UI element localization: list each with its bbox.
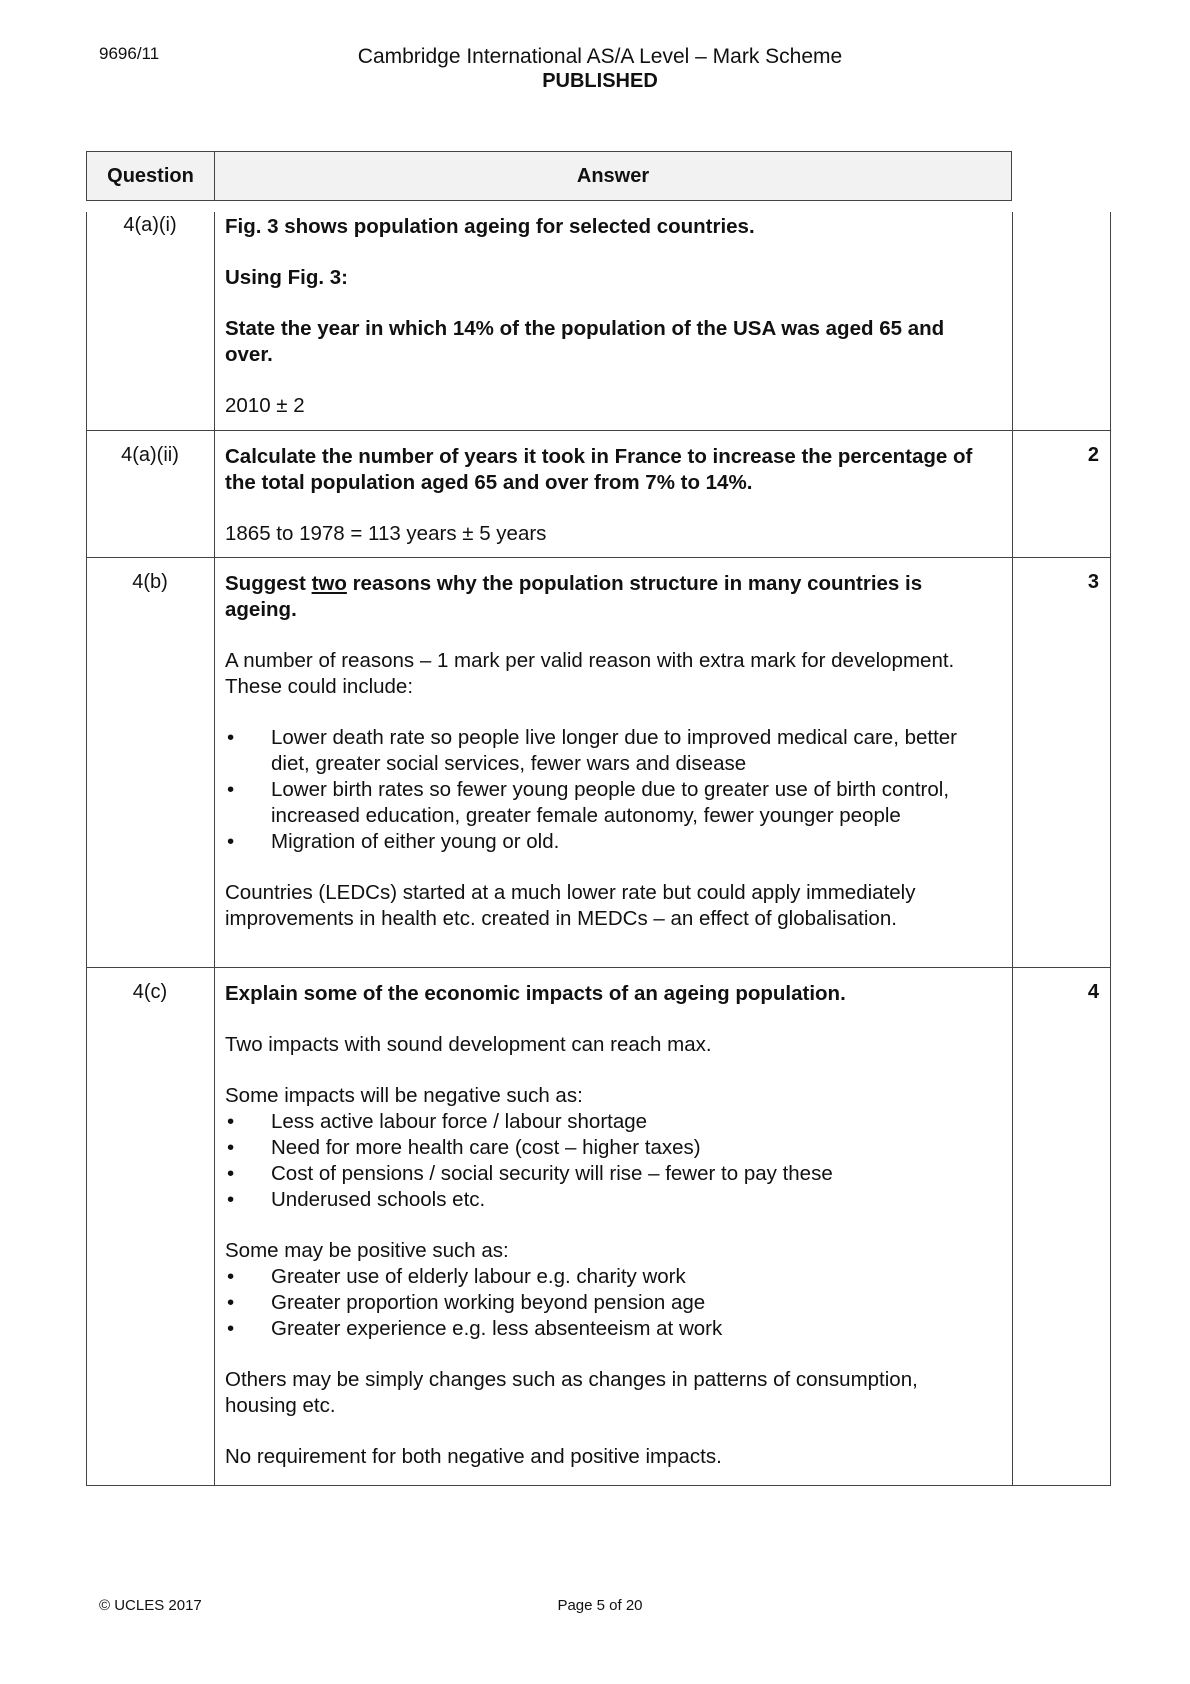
- list-item: [225, 1290, 995, 1316]
- column-header-question: Question: [87, 152, 215, 200]
- row-divider: [86, 430, 1111, 431]
- marks-value: 4: [1087, 981, 1099, 1003]
- bullet-icon: •: [227, 1136, 235, 1159]
- header-status: PUBLISHED: [542, 70, 658, 92]
- list-item-text: Lower death rate so people live longer due to improved medical care, better diet, greater social services, fewer wars and disease: [271, 726, 958, 775]
- marks-value: 3: [1087, 571, 1099, 593]
- list-item: [225, 1161, 995, 1187]
- list-item: [225, 1187, 995, 1213]
- question-text: Using Fig. 3:: [225, 266, 348, 289]
- list-item-text: Need for more health care (cost – higher taxes): [271, 1136, 701, 1159]
- list-item: [225, 1109, 995, 1135]
- mark-scheme-table: [86, 212, 1111, 1486]
- bullet-icon: •: [227, 1291, 235, 1314]
- question-number: 4(b): [132, 571, 168, 593]
- question-number: 4(a)(i): [123, 214, 177, 236]
- answer-closing: Countries (LEDCs) started at a much lower rate but could apply immediately improvements in health etc. created in MEDCs – an effect of globalisation.: [225, 881, 916, 930]
- table-divider-question: [214, 212, 215, 1486]
- page-number: Page 5 of 20: [557, 1597, 643, 1614]
- bullet-icon: •: [227, 778, 235, 801]
- answer-cell: [225, 444, 995, 547]
- list-item: [225, 1135, 995, 1161]
- question-text: Fig. 3 shows population ageing for selected countries.: [225, 215, 755, 238]
- answer-cell: [225, 571, 995, 932]
- list-item: [225, 829, 995, 855]
- table-border-left: [86, 212, 87, 1486]
- list-item: [225, 777, 995, 829]
- question-text: Calculate the number of years it took in France to increase the percentage of the total population aged 65 and over from 7% to 14%.: [225, 445, 973, 494]
- answer-intro: A number of reasons – 1 mark per valid reason with extra mark for development. These could include:: [225, 649, 955, 698]
- bullet-icon: •: [227, 1317, 235, 1340]
- marks-value: 2: [1087, 444, 1099, 466]
- list-item-text: Greater use of elderly labour e.g. charity work: [271, 1265, 686, 1288]
- header-title: Cambridge International AS/A Level – Mark Scheme: [357, 45, 843, 68]
- answer-text: Others may be simply changes such as changes in patterns of consumption, housing etc.: [225, 1368, 918, 1417]
- question-text: [225, 571, 995, 623]
- answer-text: Two impacts with sound development can reach max.: [225, 1033, 712, 1056]
- question-number: 4(a)(ii): [121, 444, 179, 466]
- table-header: [86, 151, 1012, 201]
- question-text-end: reasons why the population structure in many countries is ageing.: [225, 572, 923, 621]
- list-item-text: Cost of pensions / social security will rise – fewer to pay these: [271, 1162, 833, 1185]
- list-item-text: Underused schools etc.: [271, 1188, 486, 1211]
- answer-cell: [225, 981, 995, 1470]
- table-divider-marks: [1012, 212, 1013, 1486]
- question-text-emphasis: two: [311, 572, 347, 595]
- reasons-list: [225, 725, 995, 855]
- answer-text: 1865 to 1978 = 113 years ± 5 years: [225, 522, 547, 545]
- column-header-answer: Answer: [576, 164, 650, 187]
- negative-intro: Some impacts will be negative such as:: [225, 1084, 583, 1107]
- positive-intro: Some may be positive such as:: [225, 1239, 509, 1262]
- table-border-bottom: [86, 1485, 1111, 1486]
- list-item: [225, 1264, 995, 1290]
- question-number: 4(c): [132, 981, 168, 1003]
- table-border-right: [1110, 212, 1111, 1486]
- answer-cell: [225, 214, 995, 419]
- bullet-icon: •: [227, 830, 235, 853]
- list-item-text: Lower birth rates so fewer young people due to greater use of birth control, increased education, greater female autonomy, fewer younger people: [271, 778, 950, 827]
- bullet-icon: •: [227, 1162, 235, 1185]
- list-item-text: Less active labour force / labour shortage: [271, 1110, 648, 1133]
- answer-text: 2010 ± 2: [225, 394, 305, 417]
- negative-impacts-list: [225, 1109, 995, 1213]
- question-text-start: Suggest: [225, 572, 312, 595]
- positive-impacts-list: [225, 1264, 995, 1342]
- row-divider: [86, 557, 1111, 558]
- page-header: [0, 44, 1190, 94]
- answer-text: No requirement for both negative and positive impacts.: [225, 1445, 722, 1468]
- list-item: [225, 725, 995, 777]
- list-item-text: Migration of either young or old.: [271, 830, 560, 853]
- row-divider: [86, 967, 1111, 968]
- bullet-icon: •: [227, 1265, 235, 1288]
- bullet-icon: •: [227, 726, 235, 749]
- paper-code: 9696/11: [99, 44, 160, 63]
- list-item: [225, 1316, 995, 1342]
- bullet-icon: •: [227, 1110, 235, 1133]
- question-text: Explain some of the economic impacts of an ageing population.: [225, 982, 846, 1005]
- list-item-text: Greater experience e.g. less absenteeism at work: [271, 1317, 723, 1340]
- list-item-text: Greater proportion working beyond pension age: [271, 1291, 706, 1314]
- bullet-icon: •: [227, 1188, 235, 1211]
- question-text: State the year in which 14% of the population of the USA was aged 65 and over.: [225, 317, 945, 366]
- copyright: © UCLES 2017: [99, 1597, 202, 1614]
